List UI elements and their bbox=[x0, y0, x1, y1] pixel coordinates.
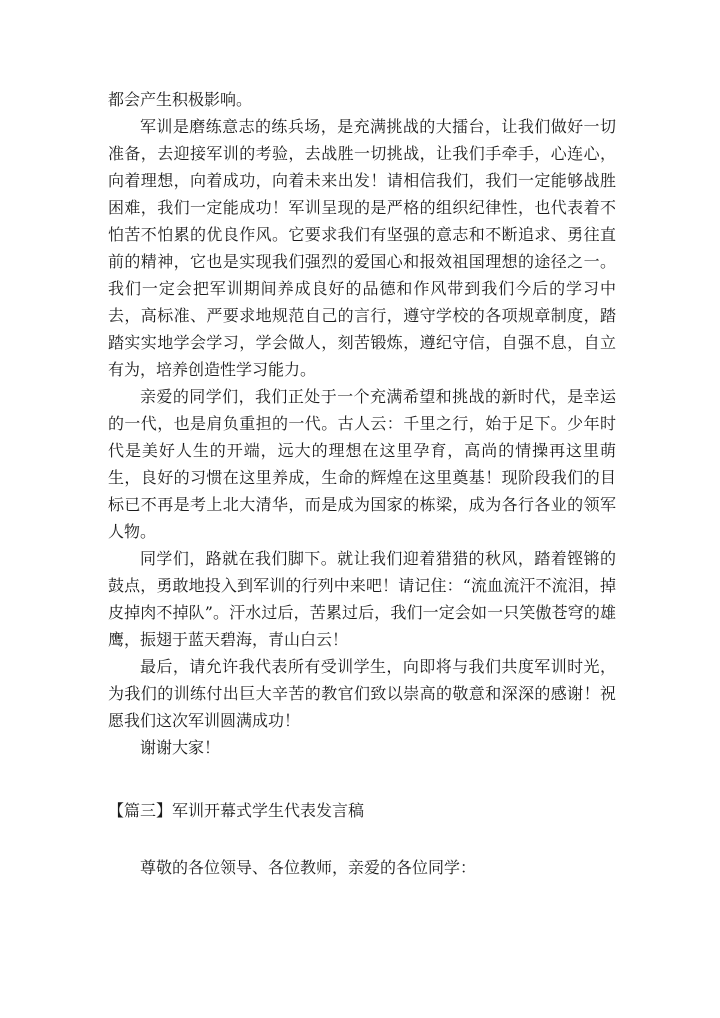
paragraph-closing: 最后，请允许我代表所有受训学生，向即将与我们共度军训时光，为我们的训练付出巨大辛苦的教官们致以崇高的敬意和深深的感谢！祝愿我们这次军训圆满成功！ bbox=[108, 657, 616, 730]
paragraph-thanks: 谢谢大家！ bbox=[140, 738, 221, 757]
paragraph-continuation: 都会产生积极影响。 bbox=[108, 90, 253, 109]
section-title: 【篇三】军训开幕式学生代表发言稿 bbox=[108, 801, 365, 820]
paragraph-military-training: 军训是磨练意志的练兵场，是充满挑战的大擂台，让我们做好一切准备，去迎接军训的考验，去战胜一切挑战，让我们手牵手，心连心，向着理想，向着成功，向着未来出发！请相信我们，我们一定能够战胜困难，我们一定能成功！军训呈现的是严格的组织纪律性，也代表着不怕苦不怕累的优良作风。它要求我们有坚强的意志和不断追求、勇往直前的精神，它也是实现我们强烈的爱国心和报效祖国理想的途径之一。我们一定会把军训期间养成良好的品德和作风带到我们今后的学习中去，高标准、严要求地规范自己的言行，遵守学校的各项规章制度，踏踏实实地学会学习，学会做人，刻苦锻炼，遵纪守信，自强不息，自立有为，培养创造性学习能力。 bbox=[108, 117, 616, 379]
greeting: 尊敬的各位领导、各位教师，亲爱的各位同学： bbox=[140, 858, 477, 877]
paragraph-new-era: 亲爱的同学们，我们正处于一个充满希望和挑战的新时代，是幸运的一代，也是肩负重担的一代。古人云：千里之行，始于足下。少年时代是美好人生的开端，远大的理想在这里孕育，高尚的情操再这里萌生，良好的习惯在这里养成，生命的辉煌在这里奠基！现阶段我们的目标已不再是考上北大清华，而是成为国家的栋梁，成为各行各业的领军人物。 bbox=[108, 387, 616, 541]
paragraph-classmates: 同学们，路就在我们脚下。就让我们迎着猎猎的秋风，踏着铿锵的鼓点，勇敢地投入到军训的行列中来吧！请记住：“流血流汗不流泪，掉皮掉肉不掉队”。汗水过后，苦累过后，我们一定会如一只笑傲苍穹的雄鹰，振翅于蓝天碧海，青山白云！ bbox=[108, 549, 616, 649]
document-body bbox=[108, 86, 616, 761]
